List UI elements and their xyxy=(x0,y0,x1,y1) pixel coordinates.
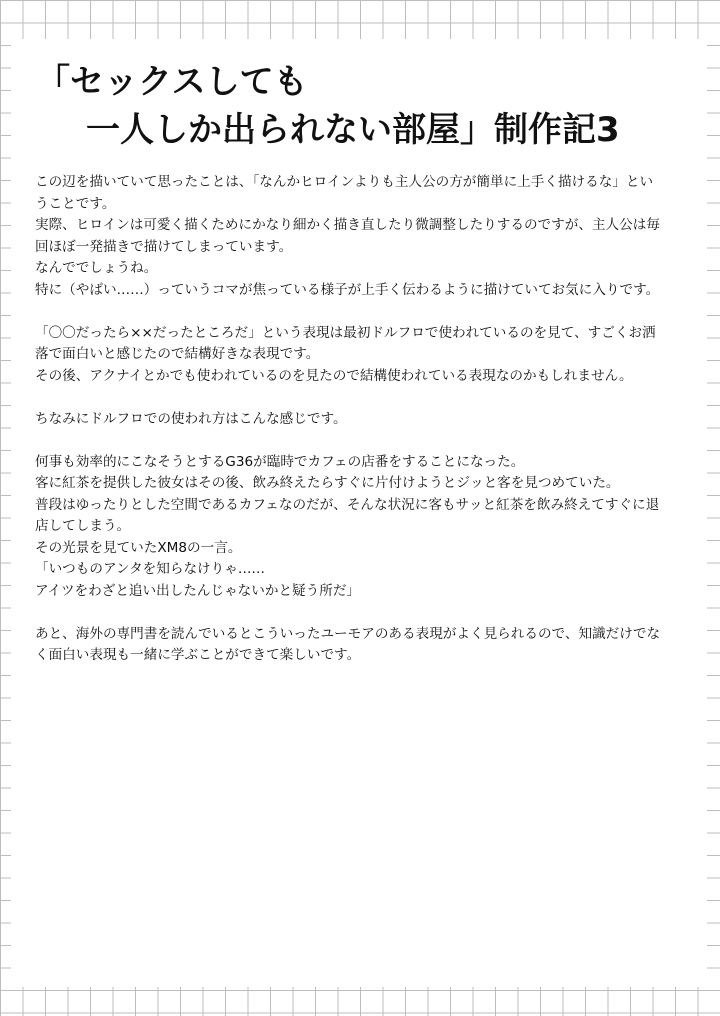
paragraph-sentence: 客に紅茶を提供した彼女はその後、飲み終えたらすぐに片付けようとジッと客を見つめていた。 xyxy=(35,475,620,491)
paragraph-sentence: なんででしょうね。 xyxy=(35,260,158,276)
paragraph-sentence: 実際、ヒロインは可愛く描くためにかなり細かく描き直したり微調整したりするのですが、主人公は毎回ほぼ一発描きで描けてしまっています。 xyxy=(35,217,660,255)
quote-line: 「いつものアンタを知らなけりゃ…… xyxy=(35,561,266,577)
paragraph-sentence: 何事も効率的にこなそうとするG36が臨時でカフェの店番をすることになった。 xyxy=(35,453,525,470)
paragraph-4 xyxy=(35,452,663,603)
paragraph-2 xyxy=(35,323,663,388)
paragraph-sentence: 特に（やばい……）っていうコマが焦っている様子が上手く伝わるように描けていてお気に入りです。 xyxy=(35,281,660,298)
paragraph-1 xyxy=(35,172,663,301)
title-line-1: 「セックスしても xyxy=(36,62,308,102)
paragraph-sentence: あと、海外の専門書を読んでいるとこういったユーモアのある表現がよく見られるので、知識だけでなく面白い表現も一緒に学ぶことができて楽しいです。 xyxy=(35,625,661,663)
paragraph-sentence: この辺を描いていて思ったことは、「なんかヒロインよりも主人公の方が簡単に上手く描けるな」ということです。 xyxy=(35,174,654,212)
page-title xyxy=(36,58,676,154)
paragraph-sentence: その光景を見ていたXM8の一言。 xyxy=(35,539,242,556)
paragraph-sentence: その後、アクナイとかでも使われているのを見たので結構使われている表現なのかもしれません。 xyxy=(35,367,633,384)
paragraph-sentence: ちなみにドルフロでの使われ方はこんな感じです。 xyxy=(35,410,347,427)
paragraph-3 xyxy=(35,409,663,431)
title-line-2: 一人しか出られない部屋」制作記3 xyxy=(86,110,620,150)
paragraph-5 xyxy=(35,624,663,667)
paragraph-sentence: 普段はゆったりとした空間であるカフェなのだが、そんな状況に客もサッと紅茶を飲み終えてすぐに退店してしまう。 xyxy=(35,496,660,534)
quote-line: アイツをわざと追い出したんじゃないかと疑う所だ」 xyxy=(35,582,361,599)
paragraph-sentence: 「〇〇だったら××だったところだ」という表現は最初ドルフロで使われているのを見て、すごくお洒落で面白いと感じたので結構好きな表現です。 xyxy=(35,324,656,362)
article-body xyxy=(35,172,663,688)
